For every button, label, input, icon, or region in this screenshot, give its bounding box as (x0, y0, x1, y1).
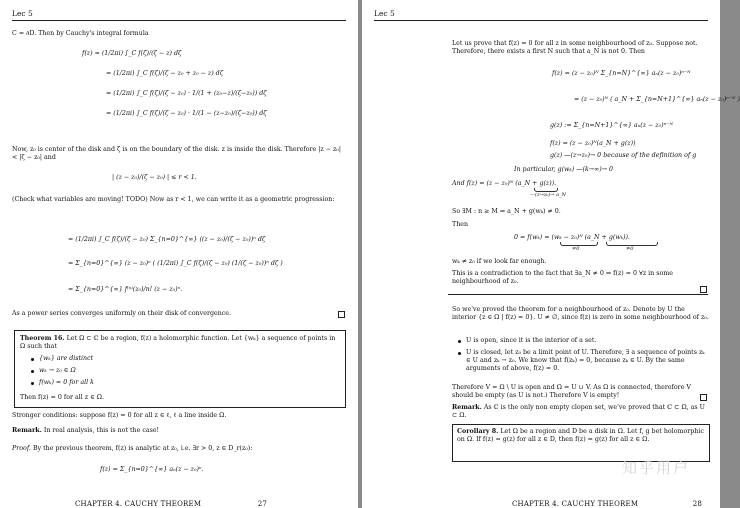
equation-line: g(z) := Σ_{n=N+1}^{∞} aₙ(z − z₀)ⁿ⁻ᴺ (550, 122, 673, 129)
paragraph: (Check what variables are moving! TODO) Now as r < 1, we can write it as a geometric progression: (12, 196, 335, 203)
paragraph: Then (452, 221, 469, 228)
remark-text: In real analysis, this is not the case! (43, 427, 160, 434)
theorem-item: wₖ → z₀ ∈ Ω (39, 367, 76, 374)
remark (452, 404, 710, 420)
equation-line: f(z) = (1/2πi) ∫_C f(ζ)/(ζ − z) dζ (82, 50, 182, 57)
qed-square-icon (700, 394, 707, 401)
paragraph: As a power series converges uniformly on their disk of convergence. (12, 310, 232, 317)
remark (12, 427, 159, 435)
theorem-conclusion: Then f(z) = 0 for all z ∈ Ω. (20, 394, 105, 401)
watermark: 知乎用户 (621, 459, 690, 477)
corollary-statement (457, 428, 705, 444)
equation-line: In particular, g(wₖ) —(k→∞)→ 0 (514, 166, 614, 173)
paragraph: wₖ ≠ z₀ if we look far enough. (452, 258, 547, 265)
equation-line: = Σ_{n=0}^{∞} (z − z₀)ⁿ ( (1/2πi) ∫_C f(ζ)/(ζ − z₀) (1/(ζ − z₀))ⁿ dζ ) (68, 260, 283, 267)
equation-line: = (z − z₀)ᴺ ( a_N + Σ_{n=N+1}^{∞} aₙ(z − z₀)ⁿ⁻ᴺ ) (574, 96, 740, 103)
section-divider (448, 294, 708, 295)
underbrace-label: ≠0 (572, 246, 580, 252)
paragraph: Therefore V = Ω \ U is open and Ω = U ∪ V. As Ω is connected, therefore V should be empty (as U is not.) Therefore V is empty! (452, 384, 691, 399)
equation-line: f(z) = (z − z₀)ᴺ Σ_{n=N}^{∞} aₙ(z − z₀)ⁿ⁻ᴺ (552, 70, 691, 77)
remark-label: Remark. (12, 427, 42, 434)
equation-line: f(z) = (z − z₀)ᴺ(a_N + g(z)) (550, 140, 636, 147)
running-head: Lec 5 (12, 9, 33, 18)
paragraph: Now, z₀ is center of the disk and ζ is on the boundary of the disk. z is inside the disk. Therefore |z − z₀| < |ζ − z₀| and (12, 146, 341, 161)
equation-line: = (1/2πi) ∫_C f(ζ)/(ζ − z₀) Σ_{n=0}^{∞} ((z − z₀)/(ζ − z₀))ⁿ dζ (68, 236, 266, 243)
equation-line: And f(z) = (z − z₀)ᴺ (a_N + g(z)). (452, 180, 557, 187)
qed-square-icon (338, 311, 345, 318)
inequality: | (z − z₀)/(ζ − z₀) | ≤ r < 1. (112, 174, 197, 181)
theorem-box (14, 330, 346, 408)
footer-chapter: CHAPTER 4. CAUCHY THEOREM (512, 500, 639, 508)
remark-label: Remark. (452, 404, 482, 411)
equation-line: = (1/2πi) ∫_C f(ζ)/(ζ − z₀) · 1/(1 + (z₀−z)/(ζ−z₀)) dζ (106, 90, 267, 97)
footer-chapter: CHAPTER 4. CAUCHY THEOREM (75, 500, 202, 508)
proof-text: By the previous theorem, f(z) is analytic at z₀, i.e. ∃r > 0, z ∈ D_r(z₀): (32, 445, 253, 452)
equation-line: = Σ_{n=0}^{∞} f⁽ⁿ⁾(z₀)/n! (z − z₀)ⁿ. (68, 286, 183, 293)
page-right (362, 0, 740, 508)
paragraph: Let us prove that f(z) = 0 for all z in some neighbourhood of z₀. Suppose not. Therefore, there exists a first N such that a_N is not 0. Then (452, 40, 698, 55)
header-rule (12, 20, 346, 21)
page-number: 28 (692, 500, 702, 508)
list-item: U is open, since it is the interior of a set. (466, 337, 597, 344)
paragraph: This is a contradiction to the fact that ∃a_N ≠ 0 ⇒ f(z) = 0 ∀z in some neighbourhood of z₀. (452, 270, 673, 285)
bullet-icon (31, 382, 34, 385)
corollary-text: Let Ω be a region and D be a disk in Ω. Let f, g bet holomorphic on Ω. If f(z) = g(z) for all z ∈ D, then f(z) = g(z) for all z ∈ Ω. (457, 428, 704, 443)
remark-text: As ℂ is the only non empty clopen set, we've proved that ℂ ⊂ Ω, as U ⊂ Ω. (452, 404, 705, 419)
theorem-text: Let Ω ⊂ ℂ be a region, f(z) a holomorphic function. Let {wₖ} a sequence of points in Ω such that (20, 335, 336, 350)
bullet-icon (31, 358, 34, 361)
header-rule (374, 20, 708, 21)
page-number: 27 (257, 500, 267, 508)
equation-line: = (1/2πi) ∫_C f(ζ)/(ζ − z₀ + z₀ − z) dζ (106, 70, 224, 77)
list-item: U is closed, let z₀ be a limit point of U. Therefore, ∃ a sequence of points zₖ ∈ U and zₖ → z₀. We know that f(zₖ) = 0, because zₖ ∈ U. By the same arguments of above, f(z) = 0. (466, 349, 705, 372)
equation-line: 0 = f(wₖ) = (wₖ − z₀)ᴺ (a_N + g(wₖ)). (514, 234, 630, 241)
intro-text: C = ∂D. Then by Cauchy's integral formula (12, 30, 149, 37)
theorem-statement (20, 335, 340, 351)
theorem-item: {wₖ} are distinct (39, 355, 94, 362)
bullet-icon (458, 340, 461, 343)
paragraph: So we've proved the theorem for a neighbourhood of z₀. Denote by U the interior {z ∈ Ω | f(z) = 0}. U ≠ ∅, since f(z) is zero in some neighbourhood of z₀. (452, 306, 709, 321)
underbrace-label: ≠0 (626, 246, 634, 252)
equation-line: f(z) = Σ_{n=0}^{∞} aₙ(z − z₀)ⁿ. (100, 466, 204, 473)
corollary-label: Corollary 8. (457, 428, 499, 435)
paragraph: So ∃M : n ≥ M ⇒ a_N + g(wₖ) ≠ 0. (452, 208, 561, 215)
running-head: Lec 5 (374, 9, 395, 18)
equation-line: = (1/2πi) ∫_C f(ζ)/(ζ − z₀) · 1/(1 − (z−z₀)/(ζ−z₀)) dζ (106, 110, 267, 117)
underbrace-label: —(z→z₀)→ a_N (530, 192, 566, 198)
bullet-icon (31, 370, 34, 373)
qed-square-icon (700, 286, 707, 293)
page-left (0, 0, 358, 508)
paragraph: Stronger conditions: suppose f(z) = 0 for all z ∈ ℓ, ℓ a line inside Ω. (12, 412, 227, 419)
theorem-item: f(wₖ) = 0 for all k (39, 379, 94, 386)
bullet-icon (458, 352, 461, 355)
proof-label: Proof. (12, 445, 31, 452)
equation-line: g(z) —(z→z₀)→ 0 because of the definition of g (550, 152, 697, 159)
theorem-label: Theorem 16. (20, 335, 65, 342)
proof (12, 445, 252, 453)
